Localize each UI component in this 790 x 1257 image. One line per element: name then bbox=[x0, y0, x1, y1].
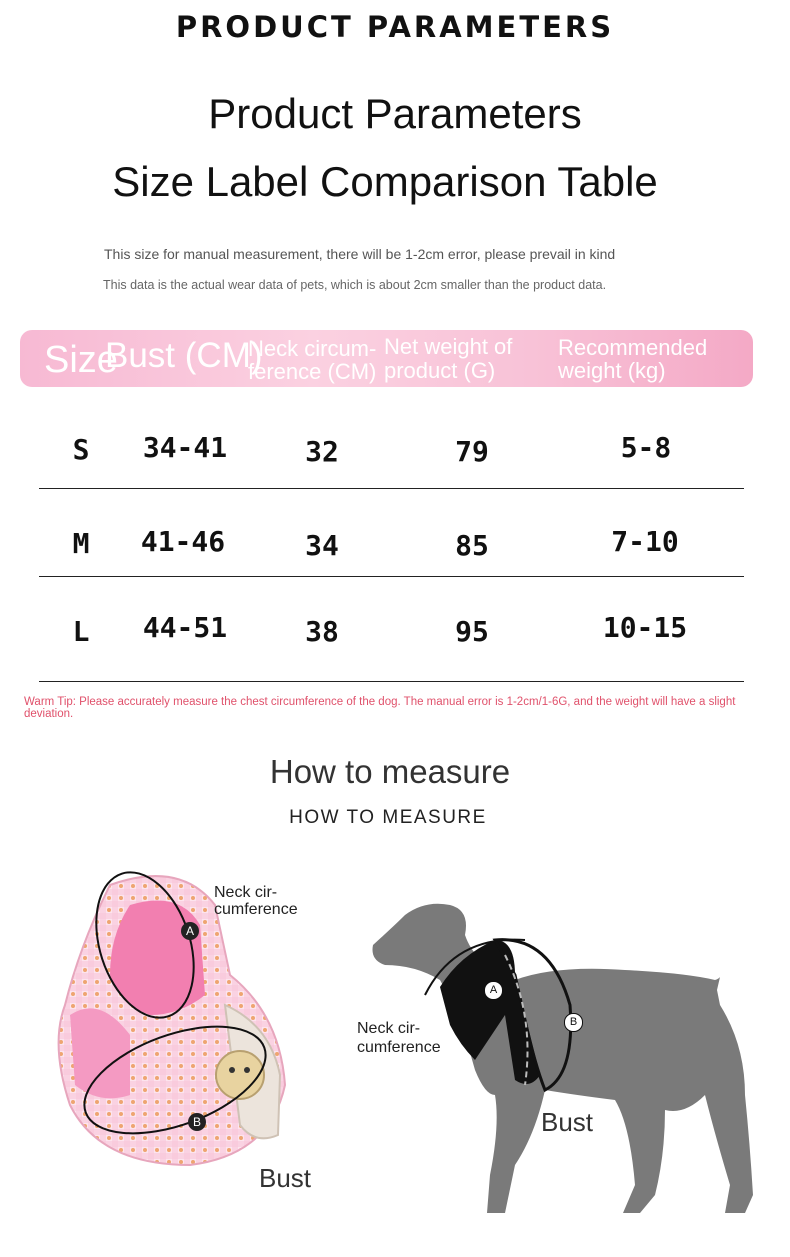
row-s-weight: 79 bbox=[455, 435, 489, 468]
row-m-size: M bbox=[72, 527, 90, 560]
row-l-weight: 95 bbox=[455, 615, 489, 648]
row-s-neck: 32 bbox=[305, 435, 339, 468]
banner-title: PRODUCT PARAMETERS bbox=[175, 10, 615, 44]
header-recommended-line1: Recommended bbox=[558, 335, 708, 360]
dog-marker-b-icon: B bbox=[564, 1013, 583, 1032]
how-to-measure-title: How to measure bbox=[269, 753, 511, 790]
row-divider bbox=[39, 576, 744, 577]
page-title: Product Parameters bbox=[208, 90, 582, 137]
measurement-note: This size for manual measurement, there will be 1-2cm error, please prevail in kind bbox=[104, 246, 616, 262]
row-s-recommended: 5-8 bbox=[620, 431, 672, 464]
header-weight-line2: product (G) bbox=[384, 358, 496, 383]
warm-tip: Warm Tip: Please accurately measure the chest circumference of the dog. The manual error is 1-2cm/1-6G, and the weight will have a slight deviation. bbox=[24, 696, 736, 720]
data-note: This data is the actual wear data of pets, which is about 2cm smaller than the product data. bbox=[103, 278, 607, 292]
row-m-weight: 85 bbox=[455, 529, 489, 562]
row-m-recommended: 7-10 bbox=[611, 525, 679, 558]
header-neck-line2: ference (CM) bbox=[248, 359, 377, 384]
row-divider bbox=[39, 488, 744, 489]
marker-b-icon: B bbox=[188, 1113, 206, 1131]
row-s-size: S bbox=[72, 433, 90, 466]
dog-neck-label-line2: cumference bbox=[357, 1039, 441, 1056]
row-l-recommended: 10-15 bbox=[602, 611, 688, 644]
header-neck-line1: Neck circum- bbox=[248, 336, 377, 361]
marker-a-icon: A bbox=[181, 922, 199, 940]
header-bust: Bust (CM) bbox=[105, 336, 263, 375]
row-s-bust: 34-41 bbox=[142, 431, 228, 464]
header-recommended-line2: weight (kg) bbox=[558, 358, 666, 383]
header-size: Size bbox=[44, 339, 118, 381]
how-to-measure-subtitle: HOW TO MEASURE bbox=[289, 807, 487, 828]
harness-bust-label: Bust bbox=[259, 1163, 312, 1193]
row-m-neck: 34 bbox=[305, 529, 339, 562]
header-weight-line1: Net weight of bbox=[384, 334, 513, 359]
row-l-neck: 38 bbox=[305, 615, 339, 648]
harness-neck-label-line1: Neck cir- bbox=[214, 884, 278, 901]
harness-neck-label-line2: cumference bbox=[214, 901, 298, 918]
row-m-bust: 41-46 bbox=[140, 525, 226, 558]
row-divider bbox=[39, 681, 744, 682]
page-subtitle: Size Label Comparison Table bbox=[112, 158, 658, 205]
dog-bust-label: Bust bbox=[541, 1107, 594, 1137]
dog-neck-label-line1: Neck cir- bbox=[357, 1020, 421, 1037]
row-l-size: L bbox=[72, 615, 90, 648]
dog-marker-a-icon: A bbox=[484, 981, 503, 1000]
row-l-bust: 44-51 bbox=[142, 611, 228, 644]
dog-illustration bbox=[365, 895, 760, 1230]
